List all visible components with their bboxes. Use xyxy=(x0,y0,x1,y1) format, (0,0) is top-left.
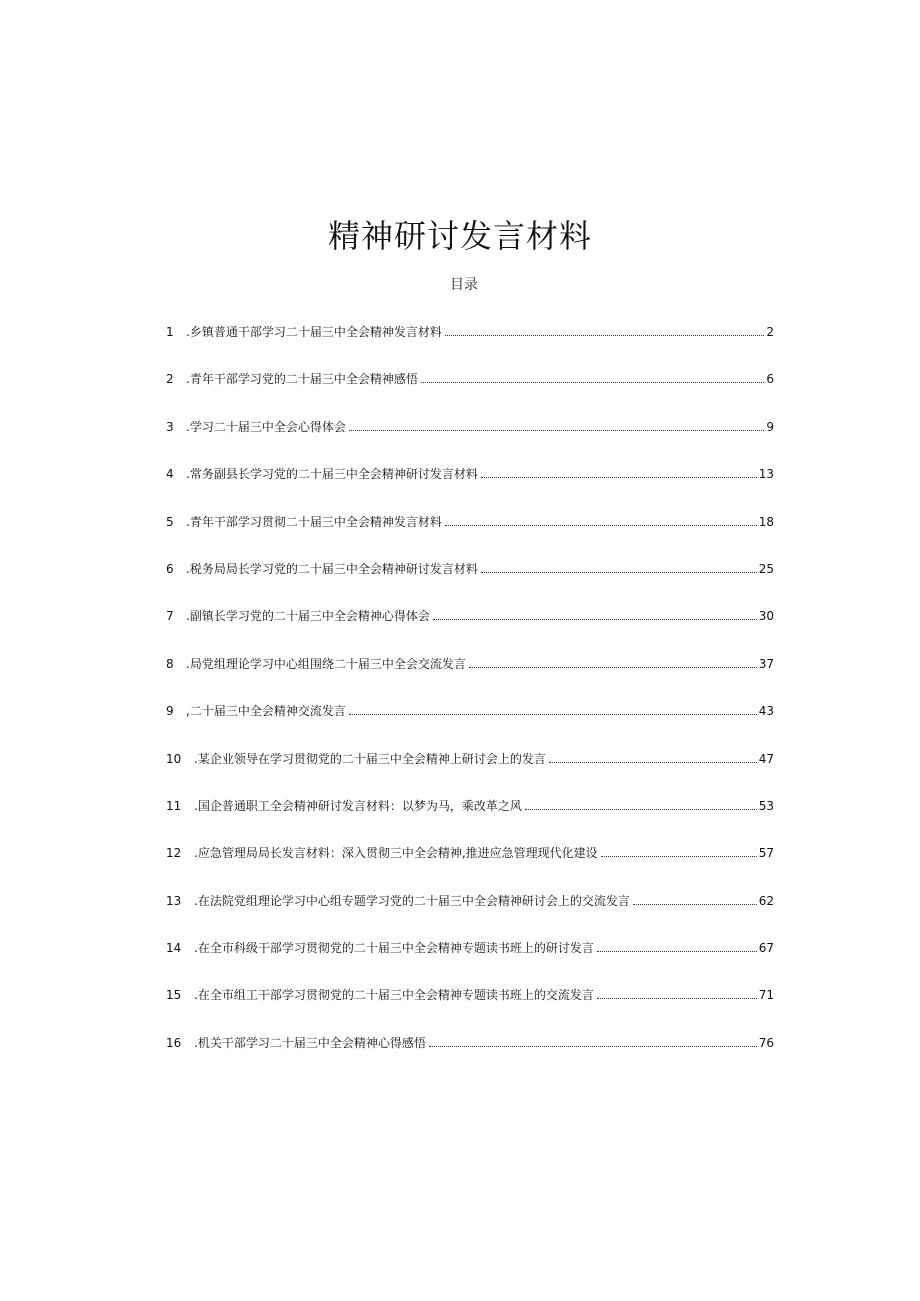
toc-leader-dots xyxy=(601,843,757,857)
toc-leader-dots xyxy=(469,654,757,668)
toc-leader-dots xyxy=(549,749,757,763)
toc-entry[interactable] xyxy=(166,796,774,843)
toc-title: .乡镇普通干部学习二十届三中全会精神发言材料 xyxy=(186,325,442,339)
toc-leader-dots xyxy=(349,701,757,715)
toc-leader-dots xyxy=(433,606,757,620)
toc-number: 14 xyxy=(166,941,182,956)
toc-page-number: 43 xyxy=(758,704,774,719)
toc-number: 4 xyxy=(166,467,174,482)
toc-page-number: 37 xyxy=(758,656,774,671)
toc-entry[interactable] xyxy=(166,559,774,606)
toc-entry[interactable] xyxy=(166,654,774,701)
toc-number: 12 xyxy=(166,846,182,861)
toc-entry[interactable] xyxy=(166,417,774,464)
toc-entry[interactable] xyxy=(166,985,774,1032)
toc-entry[interactable] xyxy=(166,843,774,890)
toc-page-number: 62 xyxy=(758,893,774,908)
toc-page-number: 9 xyxy=(766,419,774,434)
toc-title: .学习二十届三中全会心得体会 xyxy=(186,419,346,434)
toc-title: .常务副县长学习党的二十届三中全会精神研讨发言材料 xyxy=(186,467,478,482)
toc-page-number: 53 xyxy=(758,798,774,813)
toc-page-number: 71 xyxy=(758,988,774,1003)
toc-leader-dots xyxy=(597,985,757,999)
toc-entry[interactable] xyxy=(166,938,774,985)
toc-title: .副镇长学习党的二十届三中全会精神心得体会 xyxy=(186,609,430,624)
toc-title: .在全市科级干部学习贯彻党的二十届三中全会精神专题读书班上的研讨发言 xyxy=(194,941,594,956)
toc-entry[interactable] xyxy=(166,701,774,748)
toc-number: 9 xyxy=(166,704,174,719)
toc-leader-dots xyxy=(633,891,757,905)
toc-page-number: 25 xyxy=(758,561,774,576)
toc-title: .应急管理局局长发言材料：深入贯彻三中全会精神,推进应急管理现代化建设 xyxy=(194,846,598,861)
toc-entry[interactable] xyxy=(166,891,774,938)
toc-leader-dots xyxy=(421,369,765,383)
table-of-contents xyxy=(166,322,774,1080)
toc-page-number: 30 xyxy=(758,609,774,624)
toc-number: 5 xyxy=(166,514,174,529)
toc-number: 10 xyxy=(166,751,182,766)
toc-title: .国企普通职工全会精神研讨发言材料：以梦为马，乘改革之风 xyxy=(194,798,522,813)
toc-number: 15 xyxy=(166,988,182,1003)
toc-title: .在法院党组理论学习中心组专题学习党的二十届三中全会精神研讨会上的交流发言 xyxy=(194,893,630,908)
toc-heading: 目录 xyxy=(450,277,478,293)
toc-entry[interactable] xyxy=(166,1033,774,1080)
toc-number: 11 xyxy=(166,798,182,813)
toc-number: 3 xyxy=(166,419,174,434)
toc-page-number: 47 xyxy=(758,751,774,766)
toc-entry[interactable] xyxy=(166,606,774,653)
toc-title: .机关干部学习二十届三中全会精神心得感悟 xyxy=(194,1035,426,1050)
toc-page-number: 6 xyxy=(766,372,774,387)
toc-number: 6 xyxy=(166,561,174,576)
toc-leader-dots xyxy=(445,322,765,336)
document-title: 精神研讨发言材料 xyxy=(327,217,592,255)
toc-title: .税务局局长学习党的二十届三中全会精神研讨发言材料 xyxy=(186,561,478,576)
toc-number: 2 xyxy=(166,372,174,387)
toc-entry[interactable] xyxy=(166,369,774,416)
toc-title: .某企业领导在学习贯彻党的二十届三中全会精神上研讨会上的发言 xyxy=(194,751,546,766)
toc-leader-dots xyxy=(481,464,757,478)
toc-page-number: 76 xyxy=(758,1035,774,1050)
toc-title: .青年干部学习党的二十届三中全会精神感悟 xyxy=(186,372,418,387)
toc-page-number: 18 xyxy=(758,514,774,529)
toc-leader-dots xyxy=(445,512,757,526)
toc-leader-dots xyxy=(597,938,757,952)
toc-page-number: 13 xyxy=(758,467,774,482)
toc-leader-dots xyxy=(349,417,765,431)
toc-number: 16 xyxy=(166,1035,182,1050)
toc-number: 1 xyxy=(166,325,174,339)
toc-page-number: 2 xyxy=(766,325,774,339)
toc-page-number: 57 xyxy=(758,846,774,861)
toc-number: 8 xyxy=(166,656,174,671)
toc-entry[interactable] xyxy=(166,464,774,511)
toc-leader-dots xyxy=(429,1033,757,1047)
toc-title: .在全市组工干部学习贯彻党的二十届三中全会精神专题读书班上的交流发言 xyxy=(194,988,594,1003)
toc-entry[interactable] xyxy=(166,749,774,796)
toc-leader-dots xyxy=(481,559,757,573)
toc-number: 7 xyxy=(166,609,174,624)
toc-entry[interactable] xyxy=(166,322,774,369)
toc-entry[interactable] xyxy=(166,512,774,559)
toc-title: ,二十届三中全会精神交流发言 xyxy=(186,704,346,719)
toc-number: 13 xyxy=(166,893,182,908)
toc-title: .局党组理论学习中心组围绕二十届三中全会交流发言 xyxy=(186,656,466,671)
toc-page-number: 67 xyxy=(758,941,774,956)
toc-leader-dots xyxy=(525,796,757,810)
toc-title: .青年干部学习贯彻二十届三中全会精神发言材料 xyxy=(186,514,442,529)
